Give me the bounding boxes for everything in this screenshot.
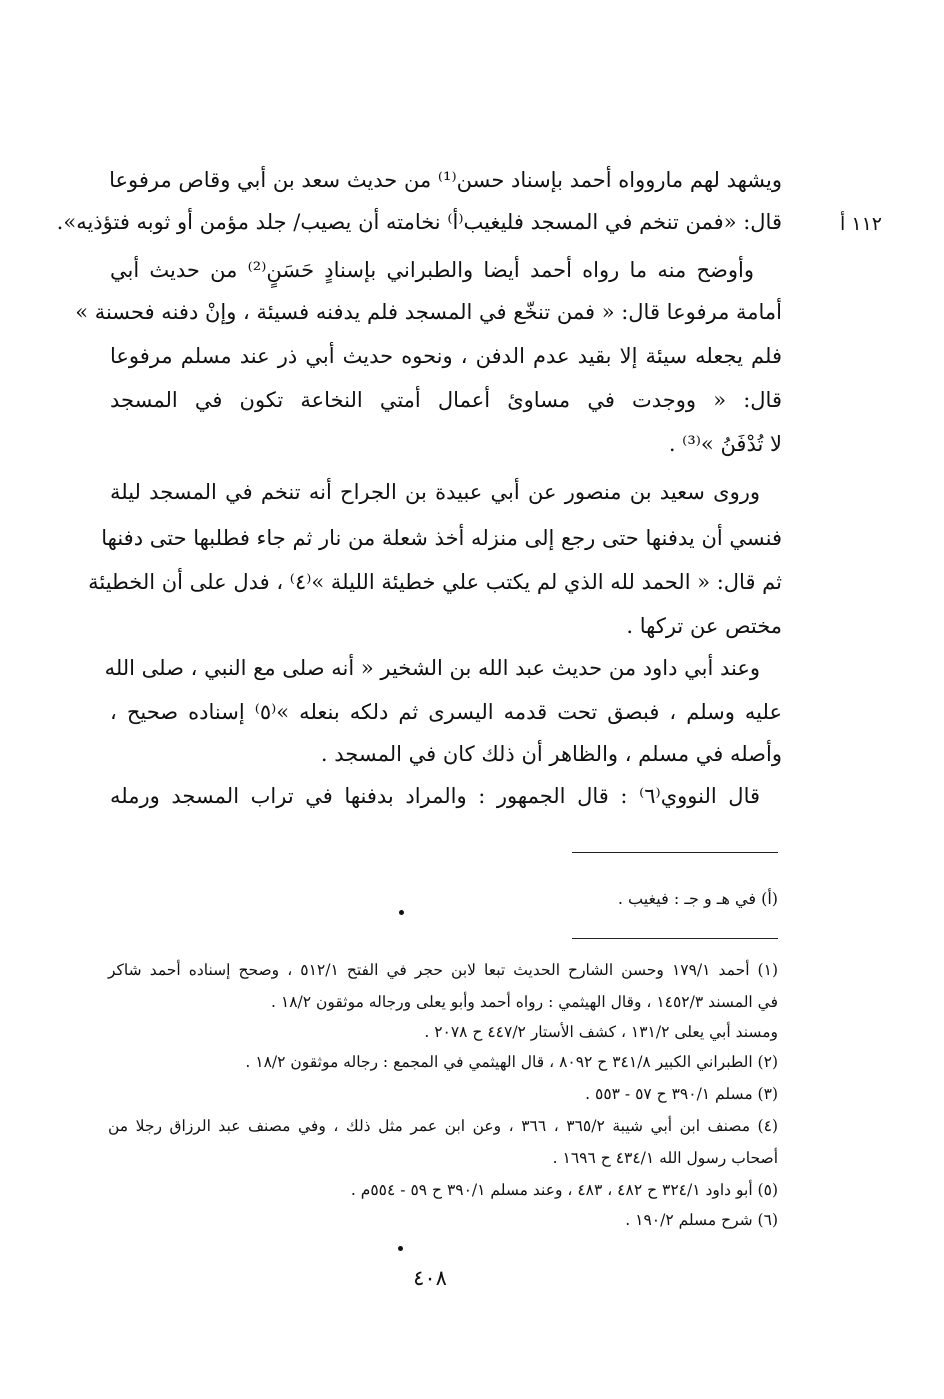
body-line: وروى سعيد بن منصور عن أبي عبيدة بن الجراح أنه تنخم في المسجد ليلة xyxy=(110,480,760,504)
footnote-line: (٤) مصنف ابن أبي شيبة ٣٦٥/٢ ، ٣٦٦ ، وعن ابن عمر مثل ذلك ، وفي مصنف عبد الرزاق رجلا من xyxy=(108,1117,778,1135)
body-line: فنسي أن يدفنها حتى رجع إلى منزله أخذ شعلة من نار ثم جاء فطلبها حتى دفنها xyxy=(101,526,782,550)
body-line: لا تُدْفَنُ »⁽³⁾ . xyxy=(668,432,782,456)
body-line: أمامة مرفوعا قال: « فمن تنخّع في المسجد فلم يدفنه فسيئة ، وإنْ دفنه فحسنة » xyxy=(75,300,782,324)
manuscript-folio-marker: ١١٢ أ xyxy=(840,213,882,235)
body-line: وأوضح منه ما رواه أحمد أيضا والطبراني بإسنادٍ حَسَنٍ⁽²⁾ من حديث أبي xyxy=(110,258,755,282)
footnote-line: (٦) شرح مسلم ١٩٠/٢ . xyxy=(625,1211,778,1229)
footnote-line: (١) أحمد ١٧٩/١ وحسن الشارح الحديث تبعا لابن حجر في الفتح ٥١٢/١ ، وصحح إسناده أحمد شاكر xyxy=(108,961,778,979)
body-line: فلم يجعله سيئة إلا بقيد عدم الدفن ، ونحوه حديث أبي ذر عند مسلم مرفوعا xyxy=(110,344,782,368)
body-line: عليه وسلم ، فبصق تحت قدمه اليسرى ثم دلكه بنعله »⁽٥⁾ إسناده صحيح ، xyxy=(110,700,783,724)
speck xyxy=(398,1246,403,1251)
variant-note: (أ) في هـ و جـ : فيغيب . xyxy=(617,889,778,908)
body-line: قال النووي⁽٦⁾ : قال الجمهور : والمراد بدفنها في تراب المسجد ورمله xyxy=(110,784,761,808)
footnote-line: في المسند ١٤٥٢/٣ ، وقال الهيثمي : رواه أحمد وأبو يعلى ورجاله موثقون ١٨/٢ . xyxy=(271,993,778,1011)
footnote-line: (٢) الطبراني الكبير ٣٤١/٨ ح ٨٠٩٢ ، قال الهيثمي في المجمع : رجاله موثقون ١٨/٢ . xyxy=(245,1053,778,1071)
body-line: ويشهد لهم ماروواه أحمد بإسناد حسن⁽¹⁾ من حديث سعد بن أبي وقاص مرفوعا xyxy=(109,168,782,192)
body-line: مختص عن تركها . xyxy=(626,614,782,638)
body-line: وأصله في مسلم ، والظاهر أن ذلك كان في المسجد . xyxy=(320,742,782,766)
page-number: ٤٠٨ xyxy=(413,1266,447,1290)
footnote-separator xyxy=(572,938,778,939)
footnote-line: (٥) أبو داود ٣٢٤/١ ح ٤٨٢ ، ٤٨٣ ، وعند مسلم ٣٩٠/١ ح ٥٩ - ٥٥٤م . xyxy=(350,1181,778,1199)
footnote-line: أصحاب رسول الله ٤٣٤/١ ح ١٦٩٦ . xyxy=(552,1149,778,1167)
variant-separator xyxy=(572,852,778,853)
body-line: قال: « ووجدت في مساوئ أعمال أمتي النخاعة تكون في المسجد xyxy=(110,388,782,412)
speck xyxy=(399,910,404,915)
main-text xyxy=(56,160,783,840)
body-line: قال: «فمن تنخم في المسجد فليغيب⁽أ⁾ نخامته أن يصيب/ جلد مؤمن أو ثوبه فتؤذيه». xyxy=(56,210,782,234)
footnote-line: ومسند أبي يعلى ١٣١/٢ ، كشف الأستار ٤٤٧/٢ ح ٢٠٧٨ . xyxy=(424,1023,778,1041)
footnote-line: (٣) مسلم ٣٩٠/١ ح ٥٧ - ٥٥٣ . xyxy=(585,1085,778,1103)
body-line: ثم قال: « الحمد لله الذي لم يكتب علي خطيئة الليلة »⁽٤⁾ ، فدل على أن الخطيئة xyxy=(88,570,782,594)
body-line: وعند أبي داود من حديث عبد الله بن الشخير « أنه صلى مع النبي ، صلى الله xyxy=(104,656,760,680)
